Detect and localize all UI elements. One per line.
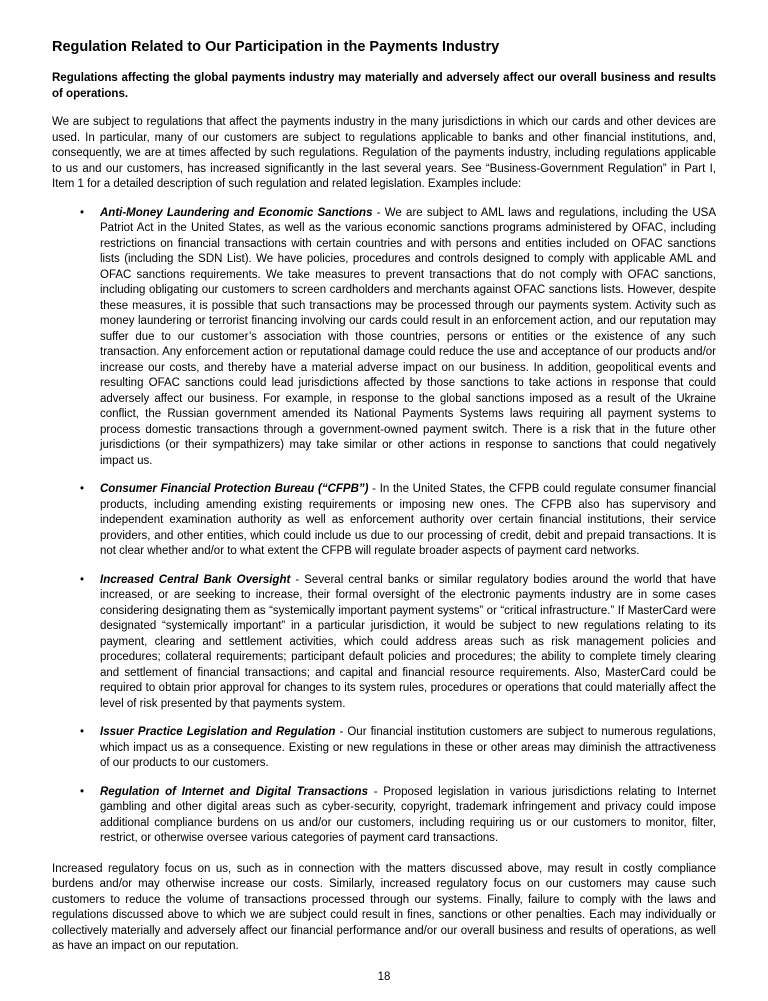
bullet-body: - Our financial institution customers are subject to numerous regulations, which impact us as a consequence. Existing or new regulations in these or other areas may diminish the attractiveness of our products to our customers. [100,726,716,770]
bullet-body: - In the United States, the CFPB could regulate consumer financial products, including amending existing requirements or imposing new ones. The CFPB also has supervisory and independent examination authority as well as enforcement authority over certain financial institutions, their service providers, and other entities, which could include us due to our processing of credit, debit and prepaid transactions. It is not clear whether and/or to what extent the CFPB will regulate broader aspects of payment card networks. [100,483,716,558]
bullet-icon: • [80,573,85,586]
bullet-icon: • [80,483,85,496]
bullet-list [52,206,716,860]
bullet-body: - Proposed legislation in various jurisdictions relating to Internet gambling and other digital areas such as cyber-security, copyright, trademark infringement and privacy could impose additional compliance burdens on us and/or our customers, including requiring us or our customers to monitor, filter, restrict, or otherwise oversee various categories of payment card transactions. [100,785,716,845]
bullet-lead: Anti-Money Laundering and Economic Sanctions [100,206,373,219]
bullet-icon: • [80,206,85,219]
bullet-lead: Issuer Practice Legislation and Regulation [100,726,336,739]
bullet-item [80,482,716,560]
page-title: Regulation Related to Our Participation in the Payments Industry [52,39,500,55]
bullet-lead: Regulation of Internet and Digital Transactions [100,785,368,798]
page-number: 18 [377,970,391,983]
closing-paragraph: Increased regulatory focus on us, such as in connection with the matters discussed above, may result in costly compliance burdens and/or may otherwise increase our costs. Similarly, increased regulatory focus on our customers may cause such customers to reduce the volume of transactions processed through our systems. Finally, failure to comply with the laws and regulations discussed above to which we are subject could result in fines, sanctions or other penalties. Each may individually or collectively materially and adversely affect our financial performance and/or our overall business and results of operations, as well as have an impact on our reputation. [52,862,716,953]
bullet-body: - Several central banks or similar regulatory bodies around the world that have increased, or are seeking to increase, their formal oversight of the electronic payments industry are in some cases considering designating them as “systemically important payment systems” or “critical infrastructure.” If MasterCard were designated “systemically important” in a particular jurisdiction, it would be subject to new regulations relating to its payment, clearing and settlement activities, which could address areas such as risk management policies and procedures; collateral requirements; participant default policies and procedures; the ability to complete timely clearing and settlement of financial transactions; and capital and financial resource requirements. Also, MasterCard could be required to obtain prior approval for changes to its system rules, procedures or operations that could materially affect the level of risk presented by that payments system. [100,573,716,710]
bullet-lead: Increased Central Bank Oversight [100,573,291,586]
bullet-body: - We are subject to AML laws and regulations, including the USA Patriot Act in the United States, as well as the various economic sanctions programs administered by OFAC, including restrictions on financial transactions with certain countries and with persons and entities included on OFAC sanctions lists (including the SDN List). We have policies, procedures and controls designed to comply with applicable AML and OFAC sanctions requirements. We take measures to prevent transactions that do not comply with OFAC sanctions, including obligating our customers to screen cardholders and merchants against OFAC sanctions lists. However, despite these measures, it is possible that such transactions may be processed through our payments system. Activity such as money laundering or terrorist financing involving our cards could result in an enforcement action, and our reputation may suffer due to our customer’s association with those countries, persons or entities or the existence of any such transaction. Any enforcement action or reputational damage could reduce the use and acceptance of our products and/or increase our costs, and thereby have a material adverse impact on our business. In addition, geopolitical events and resulting OFAC sanctions could lead jurisdictions affected by those sanctions to take actions in response that could adversely affect our business. For example, in response to the global sanctions imposed as a result of the Ukraine conflict, the Russian government amended its National Payments Systems laws requiring all payment systems to process domestic transactions through a government-owned payment switch. There is a risk that in the future other jurisdictions (or their sympathizers) may take similar or other actions in response to sanctions that could negatively impact us. [100,206,716,467]
bullet-icon: • [80,785,85,798]
intro-statement: Regulations affecting the global payments industry may materially and adversely affect our overall business and results of operations. [52,72,716,100]
bullet-item [80,725,716,772]
intro-paragraph: We are subject to regulations that affect the payments industry in the many jurisdictions in which our cards and other devices are used. In particular, many of our customers are subject to regulations applicable to banks and other financial institutions, and, consequently, we are at times affected by such regulations. Regulation of the payments industry, including regulations applicable to us and our customers, has increased significantly in the last several years. See “Business-Government Regulation” in Part I, Item 1 for a detailed description of such regulation and related legislation. Examples include: [52,116,716,191]
bullet-icon: • [80,726,85,739]
bullet-item [80,206,716,470]
bullet-item [80,785,716,847]
bullet-lead: Consumer Financial Protection Bureau (“CFPB”) [100,483,369,496]
page-footer [52,955,716,983]
bullet-item [80,573,716,713]
